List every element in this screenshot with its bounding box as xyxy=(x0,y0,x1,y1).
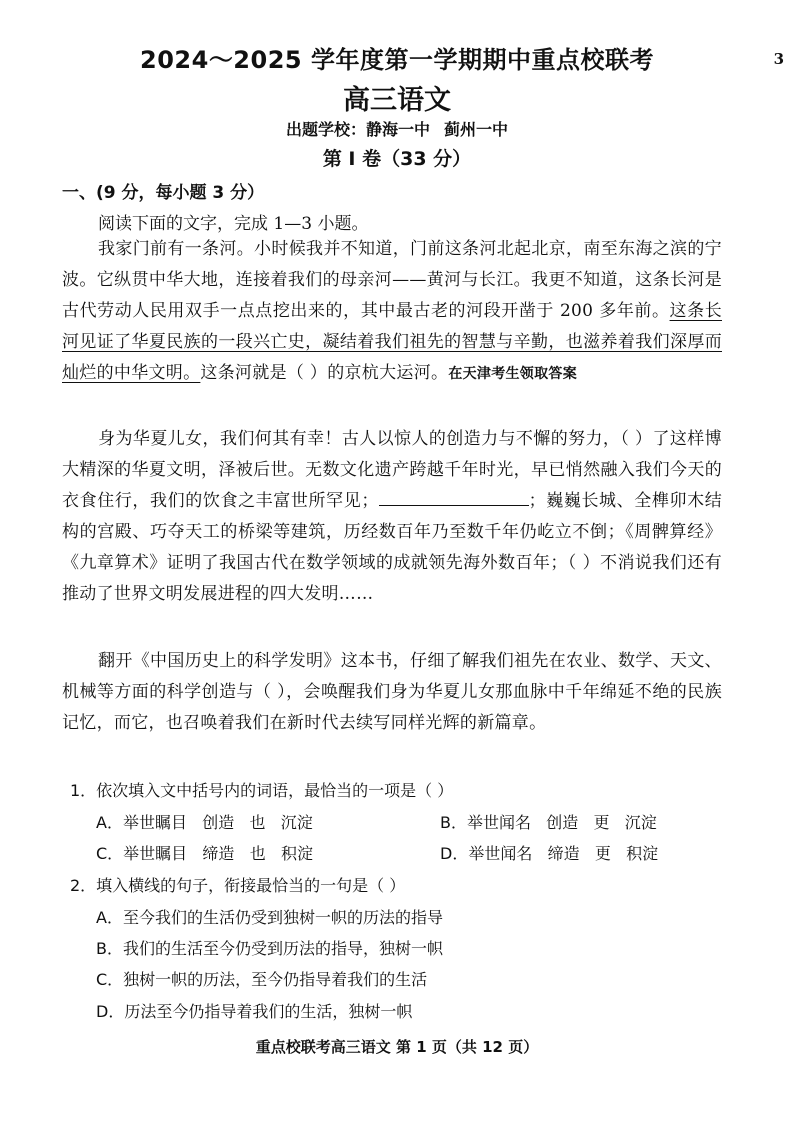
exam-subject: 高三语文 xyxy=(343,85,451,116)
page-footer: 重点校联考高三语文 第 1 页（共 12 页） xyxy=(255,1038,539,1056)
q1-option-b[interactable]: B．举世闻名 创造 更 沉淀 xyxy=(440,813,657,832)
section-intro: 阅读下面的文字，完成 1—3 小题。 xyxy=(98,214,369,234)
passage-paragraph-2 xyxy=(62,424,722,610)
question-1-stem: 1．依次填入文中括号内的词语，最恰当的一项是（ ） xyxy=(70,781,454,800)
passage-paragraph-1 xyxy=(62,234,722,390)
section-heading: 一、(9 分，每小题 3 分） xyxy=(62,183,265,203)
q2-option-c[interactable]: C．独树一帜的历法，至今仍指导着我们的生活 xyxy=(96,970,428,989)
passage-paragraph-3 xyxy=(62,646,722,739)
q2-option-b[interactable]: B．我们的生活至今仍受到历法的指导，独树一帜 xyxy=(96,939,443,958)
q1-option-c[interactable]: C．举世瞩目 缔造 也 积淀 xyxy=(96,844,313,863)
p1-text-a: 我家门前有一条河。小时候我并不知道，门前这条河北起北京，南至东海之滨的宁波。它纵贯中华大地，连接着我们的母亲河——黄河与长江。我更不知道，这条长河是古代劳动人民用双手一点点挖出来的，其中最古老的河段开凿于 200 多年前。 xyxy=(62,239,722,321)
p1-underlined-sentence: 这条长河见证了华夏民族的一段兴亡史，凝结着我们祖先的智慧与辛勤，也滋养着我们深厚而灿烂的中华文明。 xyxy=(62,301,722,383)
q1-option-d[interactable]: D．举世闻名 缔造 更 积淀 xyxy=(440,844,659,863)
volume-heading: 第 Ⅰ 卷（33 分） xyxy=(322,148,472,170)
p3-text: 翻开《中国历史上的科学发明》这本书，仔细了解我们祖先在农业、数学、天文、机械等方面的科学创造与（ ），会唤醒我们身为华夏儿女那血脉中千年绵延不绝的民族记忆，而它，也召唤着我们在新时代去续写同样光辉的新篇章。 xyxy=(62,651,722,733)
exam-title: 2024～2025 学年度第一学期期中重点校联考 xyxy=(140,46,654,74)
p1-text-b: 这条河就是（ ）的京杭大运河。 xyxy=(200,363,449,383)
q2-option-a[interactable]: A．至今我们的生活仍受到独树一帜的历法的指导 xyxy=(96,908,443,927)
source-schools xyxy=(0,117,794,140)
q1-option-a[interactable]: A．举世瞩目 创造 也 沉淀 xyxy=(96,813,313,832)
corner-mark: 3 xyxy=(773,50,784,68)
q2-option-d[interactable]: D．历法至今仍指导着我们的生活，独树一帜 xyxy=(96,1002,413,1021)
p2-text-b: ；巍巍长城、全榫卯木结构的宫殿、巧夺天工的桥梁等建筑，历经数百年乃至数千年仍屹立不倒；《周髀算经》《九章算术》证明了我国古代在数学领域的成就领先海外数百年；（ ）不消说我们还有推动了世界文明发展进程的四大发明…… xyxy=(62,491,722,604)
p2-text-a: 身为华夏儿女，我们何其有幸！古人以惊人的创造力与不懈的努力，（ ）了这样博大精深的华夏文明，泽被后世。无数文化遗产跨越千年时光，早已悄然融入我们今天的衣食住行，我们的饮食之丰富世所罕见； xyxy=(62,429,722,511)
school-label: 出题学校：静海一中 xyxy=(285,120,430,139)
question-2-stem: 2．填入横线的句子，衔接最恰当的一句是（ ） xyxy=(70,876,406,895)
fill-blank-line xyxy=(379,489,529,506)
watermark-text: 在天津考生领取答案 xyxy=(448,366,578,382)
school-2: 蓟州一中 xyxy=(444,120,509,139)
